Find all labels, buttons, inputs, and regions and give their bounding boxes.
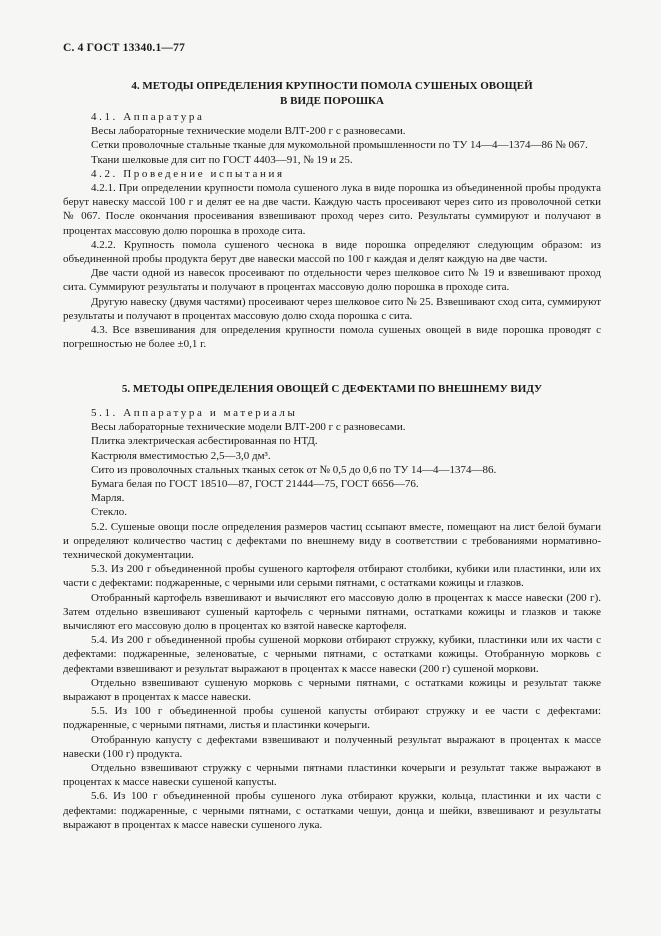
- paragraph: Плитка электрическая асбестированная по НТД.: [91, 435, 318, 448]
- section-4-title: [63, 79, 601, 109]
- paragraph: Стекло.: [91, 506, 127, 519]
- section-4-body: [63, 110, 601, 351]
- paragraph: Отобранную капусту с дефектами взвешивают и полученный результат выражают в процентах к массе навески (100 г) продукта.: [63, 733, 601, 760]
- paragraph: Бумага белая по ГОСТ 18510—87, ГОСТ 21444—75, ГОСТ 6656—76.: [91, 478, 419, 491]
- paragraph: Марля.: [91, 492, 125, 505]
- paragraph: 5.4. Из 200 г объединенной пробы сушеной моркови отбирают стружку, кубики, пластинки или их части с дефектами: поджаренные, зеленоватые, с черными пятнами, с остатками кожицы. Отобранную морковь с дефектами взвешивают и результат выражают в процентах к массе навески (200 г) сушеной моркови.: [63, 634, 601, 675]
- paragraph: 5.6. Из 100 г объединенной пробы сушеного лука отбирают кружки, кольца, пластинки и их части с дефектами: поджаренные, с черными пятнами, с остатками чешуи, донца и шейки, взвешивают и результаты выражают в процентах к массе навески сушеного лука.: [63, 790, 601, 831]
- paragraph: Весы лабораторные технические модели ВЛТ-200 г с разновесами.: [91, 421, 406, 434]
- paragraph: 4.2.2. Крупность помола сушеного чеснока в виде порошка определяют следующим образом: из объединенной пробы продукта берут две навески массой по 100 г каждая и делят каждую на две части.: [63, 238, 601, 266]
- paragraph: Отдельно взвешивают сушеную морковь с черными пятнами, с остатками кожицы и результат также выражают в процентах к массе навески.: [63, 676, 601, 704]
- section-5-body: [63, 406, 601, 832]
- section-4-title-line2: В ВИДЕ ПОРОШКА: [280, 95, 384, 107]
- paragraph: 5.3. Из 200 г объединенной пробы сушеного картофеля отбирают столбики, кубики или пластинки, или их части с дефектами: поджаренные, с черными или серыми пятнами, с остатками кожицы и глазков.: [63, 563, 601, 590]
- paragraph: Сито из проволочных стальных тканых сеток от № 0,5 до 0,6 по ТУ 14—4—1374—86.: [91, 463, 497, 476]
- paragraph: 5.5. Из 100 г объединенной пробы сушеной капусты отбирают стружку и ее части с дефектами: поджаренные, с черными пятнами, листья и пластинки кочерыги.: [63, 705, 601, 732]
- paragraph: 4.3. Все взвешивания для определения крупности помола сушеных овощей в виде порошка проводят с погрешностью не более ±0,1 г.: [63, 324, 601, 351]
- page-header: С. 4 ГОСТ 13340.1—77: [63, 42, 186, 54]
- paragraph: Другую навеску (двумя частями) просеивают через шелковое сито № 25. Взвешивают сход сита, суммируют результаты и получают в процентах массовую долю схода порошка с сита.: [63, 295, 601, 322]
- paragraph: Весы лабораторные технические модели ВЛТ-200 г с разновесами.: [91, 125, 406, 138]
- paragraph: Две части одной из навесок просеивают по отдельности через шелковое сито № 19 и взвешивают проход сита. Суммируют результаты и получают в процентах массовую долю порошка в проходе сита.: [63, 267, 601, 294]
- paragraph: 4.2.1. При определении крупности помола сушеного лука в виде порошка из объединенной пробы продукта берут навеску массой 100 г и делят ее на две части. Каждую часть просеивают через сито из проволочной сетки № 067. После окончания просеивания взвешивают проход через сито. Результаты суммируют и получают в процентах массовую долю порошка в проходе сита.: [63, 182, 601, 237]
- paragraph: Отобранный картофель взвешивают и вычисляют его массовую долю в процентах к массе навески (200 г). Затем отдельно взвешивают сушеный картофель с черными пятнами, остатками кожицы и глазков и также вычисляют его массовую долю в процентах ко взятой навеске картофеля.: [63, 591, 601, 633]
- paragraph: Кастрюля вместимостью 2,5—3,0 дм³.: [91, 449, 271, 462]
- subsection-heading: 5.1. Аппаратура и материалы: [91, 407, 298, 419]
- paragraph: Ткани шелковые для сит по ГОСТ 4403—91, № 19 и 25.: [91, 153, 353, 166]
- subsection-heading: 4.1. Аппаратура: [91, 111, 205, 123]
- paragraph: Отдельно взвешивают стружку с черными пятнами пластинки кочерыги и результат также выражают в процентах к массе навески сушеной капусты.: [63, 762, 601, 789]
- section-4-title-line1: 4. МЕТОДЫ ОПРЕДЕЛЕНИЯ КРУПНОСТИ ПОМОЛА СУШЕНЫХ ОВОЩЕЙ: [131, 80, 533, 92]
- section-5-title: 5. МЕТОДЫ ОПРЕДЕЛЕНИЯ ОВОЩЕЙ С ДЕФЕКТАМИ ПО ВНЕШНЕМУ ВИДУ: [121, 383, 543, 395]
- subsection-heading: 4.2. Проведение испытания: [91, 167, 285, 180]
- paragraph: 5.2. Сушеные овощи после определения размеров частиц ссыпают вместе, помещают на лист белой бумаги и определяют количество частиц с дефектами по внешнему виду в соответствии с требованиями нормативно-технической документации.: [63, 520, 601, 562]
- paragraph: Сетки проволочные стальные тканые для мукомольной промышленности по ТУ 14—4—1374—86 № 067.: [91, 139, 588, 152]
